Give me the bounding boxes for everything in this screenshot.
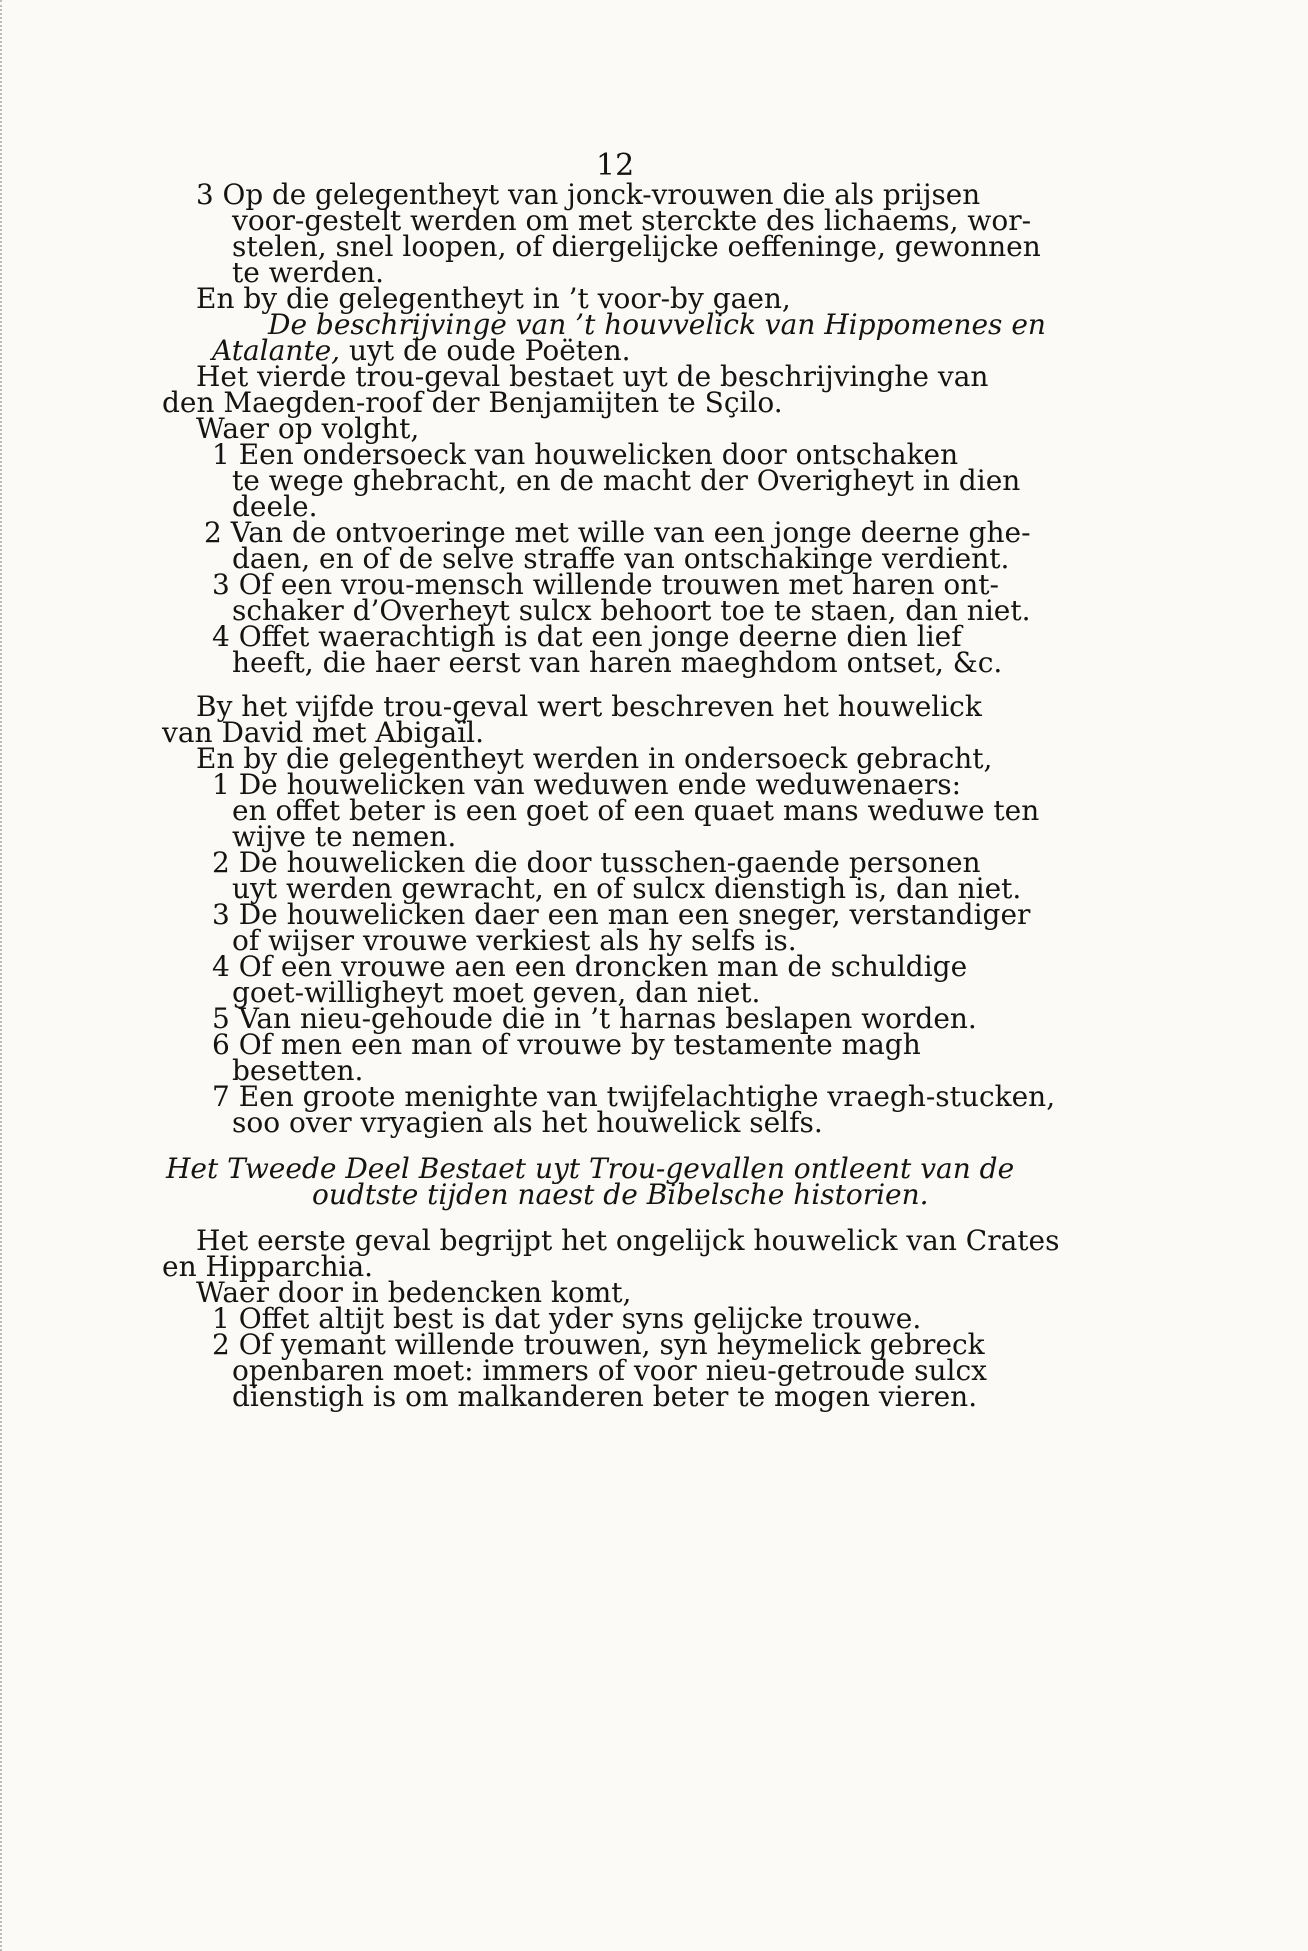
text-line: schaker d’Overheyt sulcx behoort toe te staen, dan niet. xyxy=(232,594,1031,627)
text-line: Het vierde trou-geval bestaet uyt de beschrijvinghe van xyxy=(196,360,989,393)
text-line: 6 Of men een man of vrouwe by testamente magh xyxy=(212,1028,921,1061)
text-line: 1 Offet altijt best is dat yder syns gelijcke trouwe. xyxy=(212,1302,922,1335)
section-heading: Het Tweede Deel Bestaet uyt Trou-gevallen ontleent van de xyxy=(166,1152,1015,1185)
text-line: openbaren moet: immers of voor nieu-getroude sulcx xyxy=(232,1354,987,1387)
italic-word: Atalante, xyxy=(212,334,341,367)
text-line: Het eerste geval begrijpt het ongelijck houwelick van Crates xyxy=(196,1224,1060,1257)
text-line: voor-gestelt werden om met sterckte des lichaems, wor- xyxy=(232,204,1032,237)
text-line: of wijser vrouwe verkiest als hy selfs is. xyxy=(232,924,797,957)
text-line: 2 De houwelicken die door tusschen-gaende personen xyxy=(212,846,981,879)
text-line: besetten. xyxy=(232,1054,364,1087)
text-span: uyt de oude Poëten. xyxy=(340,334,631,367)
text-line: en offet beter is een goet of een quaet mans weduwe ten xyxy=(232,794,1040,827)
text-line: By het vijfde trou-geval wert beschreven het houwelick xyxy=(196,690,982,723)
text-line: En by die gelegentheyt werden in ondersoeck gebracht, xyxy=(196,742,993,775)
text-line: heeft, die haer eerst van haren maeghdom ontset, &c. xyxy=(232,646,1003,679)
text-line: 1 De houwelicken van weduwen ende weduwenaers: xyxy=(212,768,962,801)
text-line: Waer op volght, xyxy=(196,412,420,445)
text-line: goet-willigheyt moet geven, dan niet. xyxy=(232,976,761,1009)
section-heading: oudtste tijden naest de Bibelsche historien. xyxy=(312,1178,929,1211)
text-line: wijve te nemen. xyxy=(232,820,457,853)
text-line: den Maegden-roof der Benjamijten te Sçilo. xyxy=(162,386,783,419)
text-line: En by die gelegentheyt in ’t voor-by gaen, xyxy=(196,282,791,315)
text-line: 3 De houwelicken daer een man een sneger, verstandiger xyxy=(212,898,1031,931)
text-line: 4 Offet waerachtigh is dat een jonge deerne dien lief xyxy=(212,620,962,653)
text-line: deele. xyxy=(232,490,318,523)
text-line: uyt werden gewracht, en of sulcx dienstigh is, dan niet. xyxy=(232,872,1022,905)
text-line: te wege ghebracht, en de macht der Overigheyt in dien xyxy=(232,464,1021,497)
text-line: Waer door in bedencken komt, xyxy=(196,1276,632,1309)
text-line: en Hipparchia. xyxy=(162,1250,374,1283)
text-line: 7 Een groote menighte van twijfelachtighe vraegh-stucken, xyxy=(212,1080,1056,1113)
text-line: 5 Van nieu-gehoude die in ’t harnas beslapen worden. xyxy=(212,1002,977,1035)
text-line: van David met Abigaïl. xyxy=(162,716,484,749)
text-line: 1 Een ondersoeck van houwelicken door ontschaken xyxy=(212,438,959,471)
text-line: 2 Van de ontvoeringe met wille van een jonge deerne ghe- xyxy=(204,516,1031,549)
text-line: soo over vryagien als het houwelick selfs. xyxy=(232,1106,823,1139)
text-line: 2 Of yemant willende trouwen, syn heymelick gebreck xyxy=(212,1328,985,1361)
text-line: 3 Of een vrou-mensch willende trouwen met haren ont- xyxy=(212,568,1000,601)
page-number: 12 xyxy=(596,148,635,183)
italic-line: De beschrijvinge van ’t houvvelick van Hippomenes en xyxy=(268,308,1046,341)
text-line: te werden. xyxy=(232,256,385,289)
text-line: 3 Op de gelegentheyt van jonck-vrouwen die als prijsen xyxy=(196,178,981,211)
text-line: stelen, snel loopen, of diergelijcke oeffeninge, gewonnen xyxy=(232,230,1041,263)
text-line: dienstigh is om malkanderen beter te mogen vieren. xyxy=(232,1380,978,1413)
text-line: 4 Of een vrouwe aen een droncken man de schuldige xyxy=(212,950,968,983)
page-edge xyxy=(0,0,14,1951)
text-line: daen, en of de selve straffe van ontschakinge verdient. xyxy=(232,542,1010,575)
